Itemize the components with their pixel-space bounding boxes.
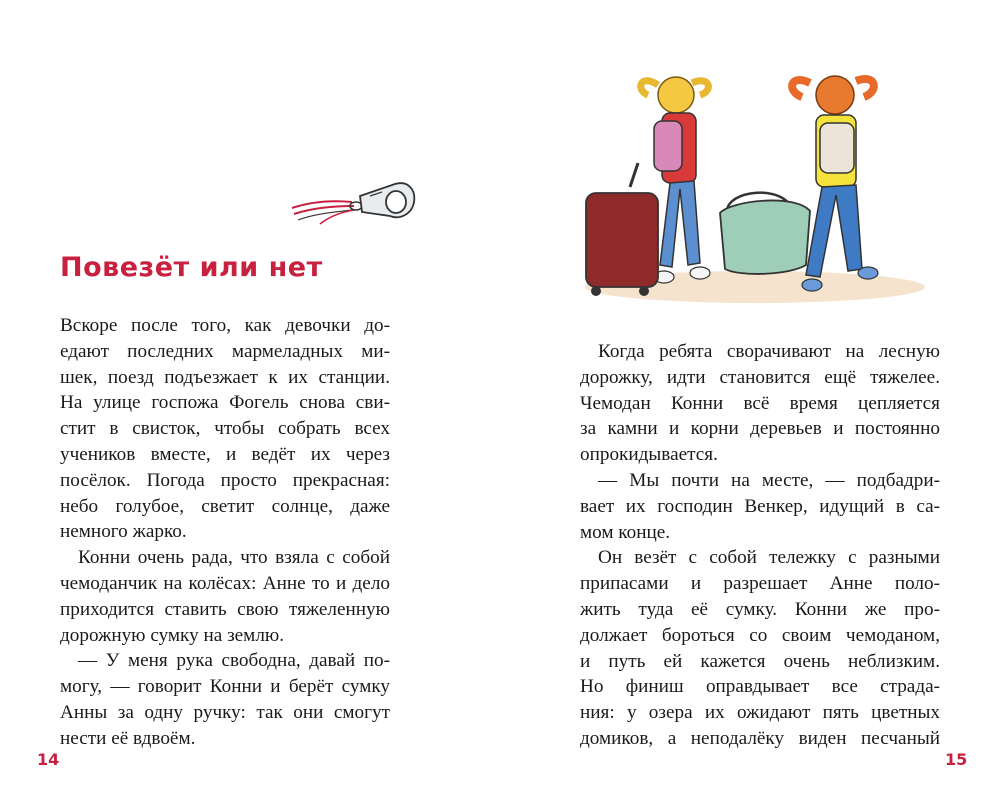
text-line: и путь ей кажется очень неблизким. xyxy=(580,650,940,672)
text-line: должает бороться со своим чемоданом, xyxy=(580,624,940,646)
text-line: немного жарко. xyxy=(60,521,187,543)
text-line: — У меня рука свободна, давай по- xyxy=(78,650,390,672)
text-line: опрокидывается. xyxy=(580,444,718,466)
text-line: Конни очень рада, что взяла с собой xyxy=(78,547,390,569)
text-line: могу, — говорит Конни и берёт сумку xyxy=(60,676,390,698)
whistle-icon xyxy=(290,172,420,232)
text-line: шек, поезд подъезжает к их станции. xyxy=(60,366,390,388)
text-line: небо голубое, светит солнце, даже xyxy=(60,495,390,517)
text-line: Анны за одну ручку: так они смогут xyxy=(60,701,390,723)
text-line: жить туда её сумку. Конни же про- xyxy=(580,598,940,620)
text-line: Вскоре после того, как девочки до- xyxy=(60,315,390,336)
text-line: ния: у озера их ожидают пять цветных xyxy=(580,702,940,724)
right-body-text xyxy=(580,339,940,752)
text-line: нести её вдвоём. xyxy=(60,727,196,749)
text-line: Он везёт с собой тележку с разными xyxy=(598,547,940,569)
text-line: На улице госпожа Фогель снова сви- xyxy=(60,392,390,414)
page-number: 15 xyxy=(945,750,968,769)
two-girls-with-luggage-illustration xyxy=(580,65,925,305)
chapter-title: Повезёт или нет xyxy=(60,252,323,283)
text-line: домиков, а неподалёку виден песчаный xyxy=(580,727,940,749)
text-line: мом конце. xyxy=(580,521,671,543)
text-line: Чемодан Конни всё время цепляется xyxy=(580,392,940,414)
text-line: едают последних мармеладных ми- xyxy=(60,340,390,362)
page-number: 14 xyxy=(37,750,60,769)
left-body-text xyxy=(60,313,390,752)
text-line: дорожную сумку на землю. xyxy=(60,624,285,646)
text-line: чемоданчик на колёсах: Анне то и дело xyxy=(60,572,390,594)
text-line: Когда ребята сворачивают на лесную xyxy=(598,341,940,362)
text-line: дорожку, идти становится ещё тяжелее. xyxy=(580,366,940,388)
text-line: припасами и разрешает Анне поло- xyxy=(580,573,940,595)
text-line: вает их господин Венкер, идущий в са- xyxy=(580,495,940,517)
text-line: посёлок. Погода просто прекрасная: xyxy=(60,469,390,491)
text-line: за камни и корни деревьев и постоянно xyxy=(580,418,940,440)
text-line: Но финиш оправдывает все страда- xyxy=(580,676,940,698)
text-line: учеников вместе, и ведёт их через xyxy=(60,443,390,465)
text-line: приходится ставить свою тяжеленную xyxy=(60,598,390,620)
text-line: — Мы почти на месте, — подбадри- xyxy=(598,469,940,491)
text-line: стит в свисток, чтобы собрать всех xyxy=(60,418,390,440)
